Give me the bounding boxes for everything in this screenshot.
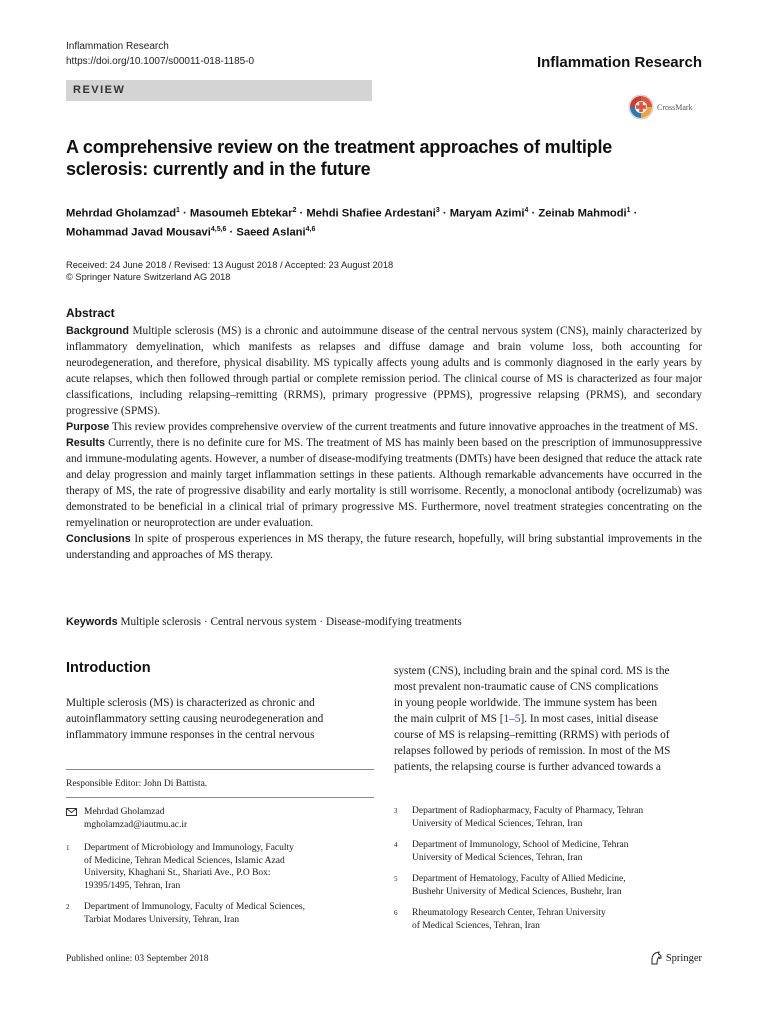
author-separator: ·: [296, 207, 307, 220]
keywords-label: Keywords: [66, 616, 118, 628]
copyright: © Springer Nature Switzerland AG 2018: [66, 272, 231, 282]
author-separator: ·: [226, 226, 237, 239]
affiliation-number: 1: [66, 844, 70, 852]
published-date: Published online: 03 September 2018: [66, 954, 209, 964]
introduction-heading: Introduction: [66, 660, 151, 676]
purpose-label: Purpose: [66, 421, 110, 433]
text-line: in young people worldwide. The immune system has been: [394, 697, 658, 709]
abstract-heading: Abstract: [66, 306, 115, 320]
responsible-editor: Responsible Editor: John Di Battista.: [66, 779, 208, 789]
author-name: Masoumeh Ebtekar: [189, 207, 293, 220]
author-separator: ·: [630, 207, 638, 220]
purpose-text: This review provides comprehensive overview of the current treatments and future innovative approaches in the treatment of MS.: [111, 421, 698, 433]
article-dates: [66, 259, 393, 283]
affiliation-line: Department of Radiopharmacy, Faculty of Pharmacy, Tehran: [412, 806, 644, 816]
background-label: Background: [66, 325, 129, 337]
author-name: Mehrdad Gholamzad: [66, 207, 177, 220]
text-line: most prevalent non-traumatic cause of CNS complications: [394, 681, 659, 693]
conclusions-text: In spite of prosperous experiences in MS therapy, the future research, hopefully, will bring substantial improvements in the understanding and approaches of MS therapy.: [66, 533, 702, 561]
author-name: Mehdi Shafiee Ardestani: [306, 207, 436, 220]
affiliation-line: of Medical Sciences, Tehran, Iran: [412, 920, 540, 931]
title-line: sclerosis: currently and in the future: [66, 159, 371, 179]
results-text: Currently, there is no definite cure for MS. The treatment of MS has mainly been based on the prescription of immunosuppressive and immune-modulating agents. However, a number of disease-modifying treatments (DMTs) have been designed that reduce the attack rate and delay progression and mainly target inflammation settings in these patients. Although remarkable advancements have occurred in the therapy of MS, the rate of progressive disability and early mortality is still worrisome. Recently, a monoclonal antibody (ocrelizumab) was demonstrated to be beneficial in a clinical trial of primary progressive MS. Furthermore, novel treatment strategies concentrating on the remyelination or neuroprotection are under evaluation.: [66, 437, 702, 529]
affiliation-item: [66, 842, 374, 892]
text-line: autoinflammatory setting causing neurodegeneration and: [66, 713, 324, 725]
affiliation-line: University, Khaghani St., Shariati Ave., P.O Box:: [84, 868, 271, 878]
conclusions-label: Conclusions: [66, 533, 131, 545]
author-list: [66, 203, 706, 240]
abstract-conclusions: [66, 531, 702, 563]
affiliation-marker: 4: [524, 207, 529, 214]
author-name: Mohammad Javad Mousavi: [66, 226, 211, 239]
text-line: course of MS is relapsing–remitting (RRMS) with periods of: [394, 729, 670, 741]
affiliation-line: Department of Immunology, School of Medicine, Tehran: [412, 840, 629, 850]
author-line: [66, 222, 706, 241]
author-separator: ·: [439, 207, 450, 220]
author-separator: ·: [528, 207, 539, 220]
springer-horse-icon: [649, 951, 663, 965]
intro-left-column: [66, 695, 374, 743]
publisher-name: Springer: [665, 952, 702, 964]
crossmark-label: CrossMark: [657, 102, 693, 112]
affiliation-marker: 3: [435, 207, 440, 214]
abstract-purpose: [66, 419, 702, 435]
affiliation-number: 5: [394, 875, 398, 883]
affiliation-number: 6: [394, 909, 398, 917]
publisher-logo: [649, 951, 702, 965]
affiliation-line: of Medicine, Tehran Medical Sciences, Islamic Azad: [84, 855, 285, 866]
affiliation-marker: 4,6: [305, 225, 316, 233]
text-line: Multiple sclerosis (MS) is characterized as chronic and: [66, 697, 315, 709]
affiliation-line: Department of Microbiology and Immunology, Faculty: [84, 843, 294, 853]
text-line: patients, the relapsing course is further advanced towards a: [394, 761, 661, 773]
affiliation-number: 3: [394, 807, 398, 815]
affiliation-line: Department of Hematology, Faculty of Allied Medicine,: [412, 874, 626, 884]
footnote-divider: [66, 797, 374, 798]
affiliation-line: 19395/1495, Tehran, Iran: [84, 880, 181, 891]
text-line: relapses followed by periods of remission. In most of the MS: [394, 745, 671, 757]
title-line: A comprehensive review on the treatment approaches of multiple: [66, 137, 613, 157]
background-text: Multiple sclerosis (MS) is a chronic and autoimmune disease of the central nervous system (CNS), mainly characterized by inflammatory demyelination, which manifests as relapses and diffuse damage and brain volume loss, both accounting for neurodegeneration, and therefore, physical disability. MS typically affects young adults and is commonly diagnosed in the early years by acute relapses, which then followed through partial or complete remission period. The clinical course of MS is characterized as four major classifications, including relapsing–remitting (RRMS), primary progressive (PPMS), progressive relapsing (PRMS), and secondary progressive (SPMS).: [66, 325, 702, 417]
affiliation-item: [394, 805, 702, 830]
affiliation-number: 2: [66, 903, 70, 911]
article-type-bar: [66, 80, 372, 101]
intro-cite-line: the main culprit of MS [1–5]. In most cases, initial disease: [394, 713, 659, 725]
affiliation-line: Tarbiat Modares University, Tehran, Iran: [84, 914, 240, 925]
article-title: [66, 136, 686, 180]
affiliation-line: Rheumatology Research Center, Tehran University: [412, 908, 606, 918]
corresponding-name: Mehrdad Gholamzad: [84, 807, 165, 817]
text-line: system (CNS), including brain and the spinal cord. MS is the: [394, 665, 670, 677]
author-name: Maryam Azimi: [449, 207, 525, 220]
envelope-icon: [66, 808, 77, 816]
author-name: Zeinab Mahmodi: [538, 207, 627, 220]
crossmark-icon: [628, 94, 654, 120]
abstract-results: [66, 435, 702, 531]
abstract-background: [66, 323, 702, 419]
author-line: [66, 203, 706, 222]
affiliation-marker: 4,5,6: [210, 225, 227, 233]
affiliation-marker: 1: [176, 207, 180, 214]
affiliation-line: Department of Immunology, Faculty of Medical Sciences,: [84, 902, 305, 912]
text-line: inflammatory immune responses in the central nervous: [66, 729, 315, 741]
affiliation-number: 4: [394, 841, 398, 849]
doi-link[interactable]: https://doi.org/10.1007/s00011-018-1185-0: [66, 56, 255, 67]
affiliation-marker: 2: [292, 207, 297, 214]
affiliation-line: University of Medical Sciences, Tehran, Iran: [412, 818, 583, 829]
abstract-body: [66, 323, 702, 563]
author-separator: ·: [179, 207, 190, 220]
affiliation-item: [66, 901, 374, 926]
journal-name: Inflammation Research: [66, 41, 169, 52]
affiliation-line: Bushehr University of Medical Sciences, Bushehr, Iran: [412, 886, 622, 897]
affiliation-item: [394, 907, 702, 932]
affiliation-line: University of Medical Sciences, Tehran, Iran: [412, 852, 583, 863]
history-dates: Received: 24 June 2018 / Revised: 13 August 2018 / Accepted: 23 August 2018: [66, 260, 394, 270]
affiliation-item: [394, 873, 702, 898]
footnote-divider: [66, 769, 374, 770]
intro-right-column: [394, 663, 702, 775]
affiliation-item: [394, 839, 702, 864]
journal-brand: Inflammation Research: [536, 54, 702, 71]
affiliation-marker: 1: [626, 207, 631, 214]
article-type-label: REVIEW: [73, 84, 126, 96]
corresponding-email[interactable]: mgholamzad@iautmu.ac.ir: [84, 820, 188, 830]
results-label: Results: [66, 437, 106, 449]
crossmark-badge[interactable]: [628, 94, 693, 120]
keywords: [66, 614, 702, 630]
keywords-text: Multiple sclerosis · Central nervous system · Disease-modifying treatments: [120, 616, 462, 628]
citation-link[interactable]: 1–5: [503, 713, 521, 725]
author-name: Saeed Aslani: [236, 226, 306, 239]
